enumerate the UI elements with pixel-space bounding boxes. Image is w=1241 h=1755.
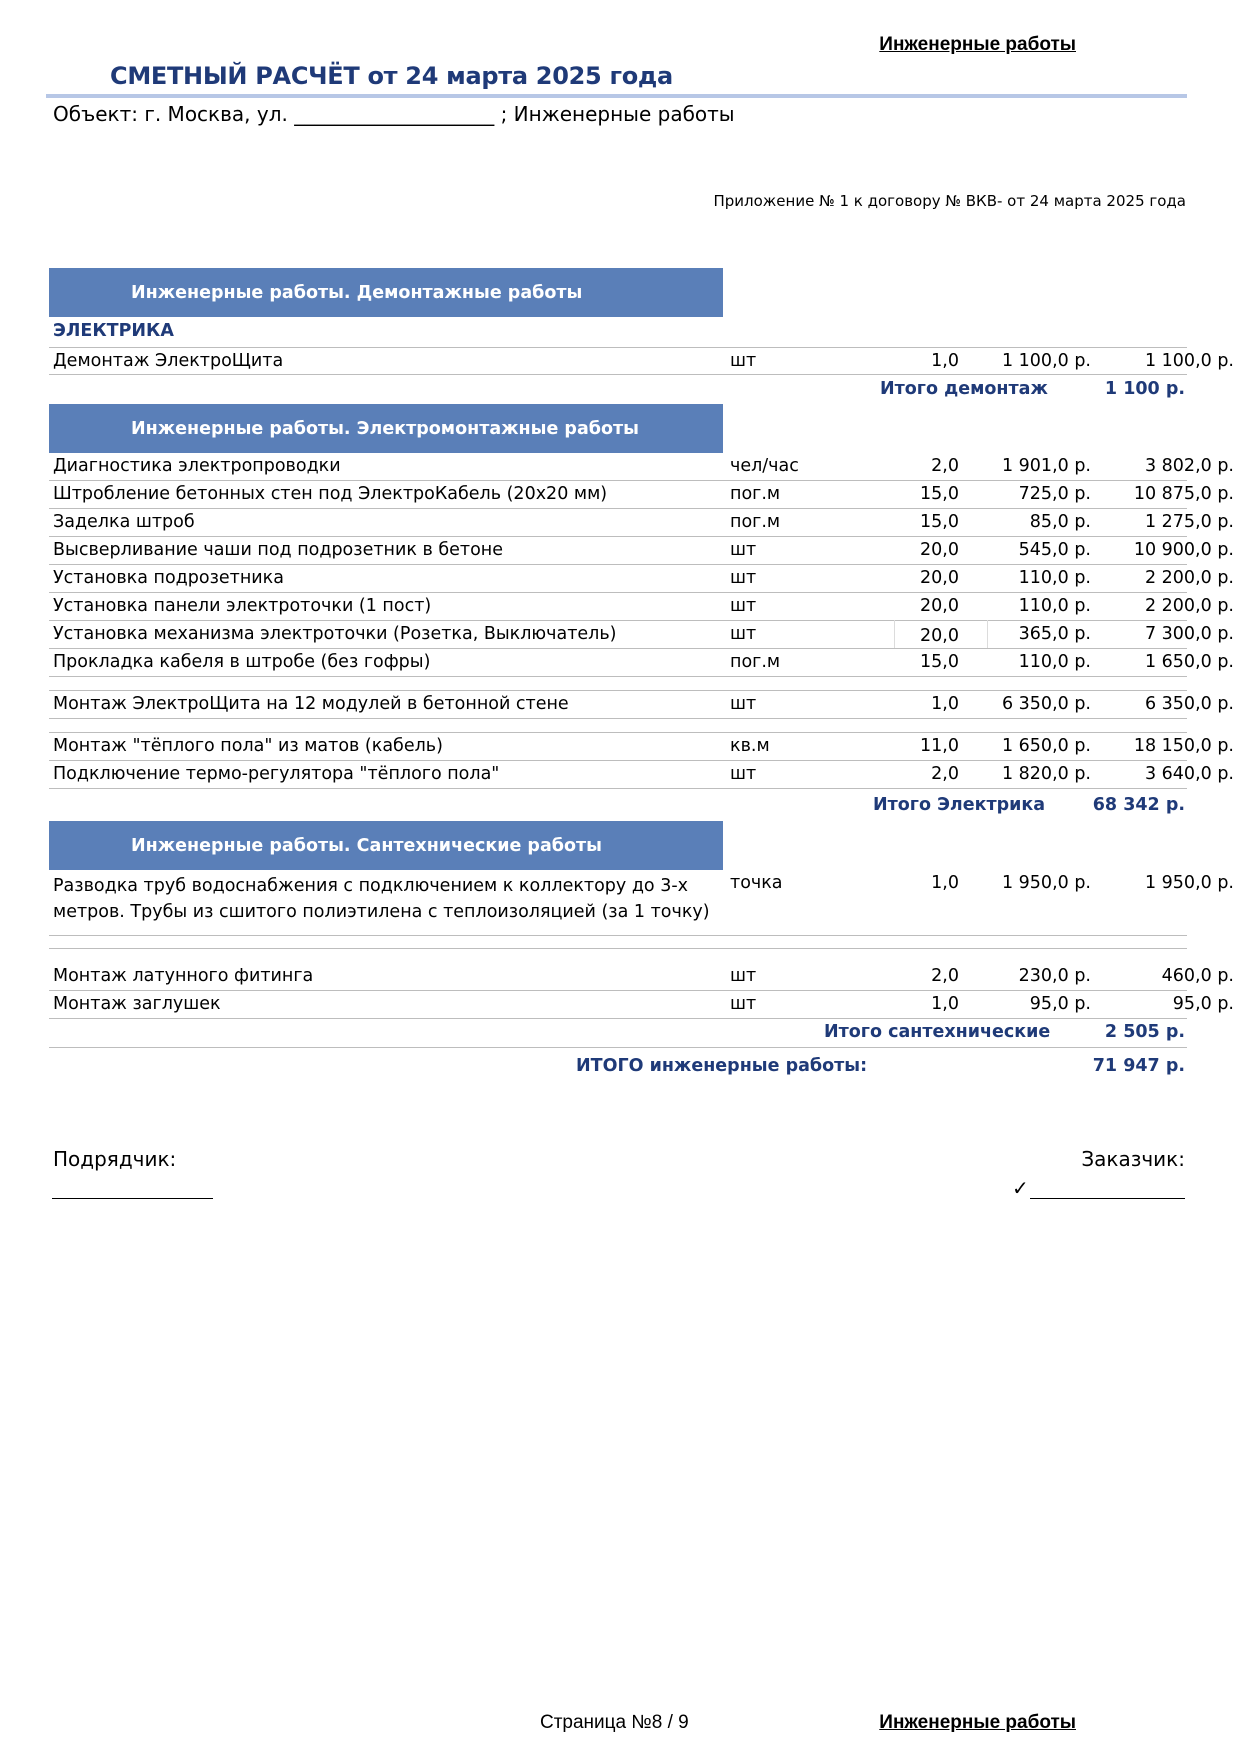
row-sum: 1 950,0 р. — [1144, 873, 1234, 893]
row-qty: 20,0 — [920, 626, 959, 646]
row-unit: кв.м — [730, 736, 770, 756]
check-icon: ✓ — [1012, 1176, 1029, 1200]
row-qty: 1,0 — [931, 694, 959, 714]
row-sum: 95,0 р. — [1172, 994, 1234, 1014]
row-name: Монтаж "тёплого пола" из матов (кабель) — [53, 736, 443, 756]
row-name: Монтаж заглушек — [53, 994, 221, 1014]
row-sum: 2 200,0 р. — [1144, 596, 1234, 616]
footer-section-label: Инженерные работы — [879, 1712, 1076, 1733]
row-name: Прокладка кабеля в штробе (без гофры) — [53, 652, 431, 672]
row-qty: 20,0 — [920, 596, 959, 616]
grand-total-label: ИТОГО инженерные работы: — [576, 1056, 868, 1076]
grand-total-value: 71 947 р. — [1092, 1056, 1185, 1076]
row-name: Высверливание чаши под подрозетник в бетоне — [53, 540, 504, 560]
row-unit: пог.м — [730, 652, 781, 672]
row-qty: 1,0 — [931, 873, 959, 893]
row-qty: 15,0 — [920, 484, 959, 504]
section-title: Инженерные работы. Электромонтажные работы — [131, 418, 639, 439]
title-divider — [46, 94, 1187, 98]
table-row — [49, 537, 1234, 565]
row-qty: 15,0 — [920, 512, 959, 532]
row-price: 725,0 р. — [1018, 484, 1091, 504]
row-name: Подключение термо-регулятора "тёплого пола" — [53, 764, 500, 784]
row-qty: 1,0 — [931, 994, 959, 1014]
row-divider — [49, 935, 1187, 949]
row-name: Демонтаж ЭлектроЩита — [53, 351, 284, 371]
row-sum: 7 300,0 р. — [1144, 624, 1234, 644]
row-unit: чел/час — [730, 456, 799, 476]
row-unit: шт — [730, 764, 757, 784]
row-name: Установка подрозетника — [53, 568, 284, 588]
page-number: Страница №8 / 9 — [540, 1712, 689, 1733]
row-unit: точка — [730, 873, 783, 893]
row-name: Заделка штроб — [53, 512, 195, 532]
table-row — [49, 347, 1234, 375]
category-electrical: ЭЛЕКТРИКА — [53, 321, 174, 341]
row-unit: шт — [730, 966, 757, 986]
row-name: Установка панели электроточки (1 пост) — [53, 596, 432, 616]
document-title: СМЕТНЫЙ РАСЧЁТ от 24 марта 2025 года — [110, 62, 673, 90]
section-header-electrical — [49, 404, 723, 453]
row-price: 1 100,0 р. — [1001, 351, 1091, 371]
table-row — [49, 870, 1234, 926]
row-price: 1 650,0 р. — [1001, 736, 1091, 756]
row-name-line1: Разводка труб водоснабжения с подключением к коллектору до 3-х — [53, 876, 689, 896]
row-price: 365,0 р. — [1018, 624, 1091, 644]
row-name — [53, 873, 710, 925]
row-price: 110,0 р. — [1018, 568, 1091, 588]
row-name: Монтаж ЭлектроЩита на 12 модулей в бетонной стене — [53, 694, 569, 714]
row-qty: 11,0 — [920, 736, 959, 756]
row-divider — [49, 1047, 1187, 1048]
row-price: 95,0 р. — [1029, 994, 1091, 1014]
row-price: 110,0 р. — [1018, 652, 1091, 672]
subtotal-label-plumbing: Итого сантехнические — [824, 1022, 1051, 1042]
row-unit: шт — [730, 624, 757, 644]
row-qty: 20,0 — [920, 540, 959, 560]
row-divider — [49, 677, 1187, 691]
table-row — [49, 509, 1234, 537]
row-qty: 15,0 — [920, 652, 959, 672]
customer-signature-line[interactable] — [1030, 1198, 1185, 1199]
row-divider — [49, 719, 1187, 733]
table-row — [49, 565, 1234, 593]
row-sum: 460,0 р. — [1161, 966, 1234, 986]
subtotal-value-demolition: 1 100 р. — [1104, 379, 1185, 399]
row-name: Монтаж латунного фитинга — [53, 966, 314, 986]
row-sum: 1 275,0 р. — [1144, 512, 1234, 532]
table-row — [49, 691, 1234, 719]
row-qty: 20,0 — [920, 568, 959, 588]
subtotal-label-demolition: Итого демонтаж — [880, 379, 1048, 399]
subtotal-value-electrical: 68 342 р. — [1092, 795, 1185, 815]
row-price: 1 901,0 р. — [1001, 456, 1091, 476]
row-name: Штробление бетонных стен под ЭлектроКабель (20х20 мм) — [53, 484, 608, 504]
table-row — [49, 991, 1234, 1019]
table-row — [49, 963, 1234, 991]
row-sum: 10 900,0 р. — [1133, 540, 1234, 560]
table-row — [49, 481, 1234, 509]
row-sum: 1 100,0 р. — [1144, 351, 1234, 371]
row-unit: шт — [730, 596, 757, 616]
table-row — [49, 453, 1234, 481]
table-row — [49, 761, 1234, 789]
row-unit: шт — [730, 568, 757, 588]
row-price: 230,0 р. — [1018, 966, 1091, 986]
header-section-label: Инженерные работы — [879, 34, 1076, 55]
row-price: 85,0 р. — [1029, 512, 1091, 532]
row-unit: шт — [730, 994, 757, 1014]
row-price: 110,0 р. — [1018, 596, 1091, 616]
row-qty: 2,0 — [931, 966, 959, 986]
row-name: Установка механизма электроточки (Розетка, Выключатель) — [53, 624, 617, 644]
appendix-reference: Приложение № 1 к договору № ВКВ- от 24 марта 2025 года — [713, 192, 1186, 210]
row-qty: 2,0 — [931, 764, 959, 784]
row-price: 1 950,0 р. — [1001, 873, 1091, 893]
row-sum: 3 802,0 р. — [1144, 456, 1234, 476]
subtotal-label-electrical: Итого Электрика — [873, 795, 1046, 815]
row-price: 6 350,0 р. — [1001, 694, 1091, 714]
table-row — [49, 621, 1234, 649]
row-name: Диагностика электропроводки — [53, 456, 341, 476]
row-price: 545,0 р. — [1018, 540, 1091, 560]
row-unit: пог.м — [730, 512, 781, 532]
table-row — [49, 733, 1234, 761]
row-unit: пог.м — [730, 484, 781, 504]
row-qty: 2,0 — [931, 456, 959, 476]
section-header-plumbing — [49, 821, 723, 870]
row-unit: шт — [730, 694, 757, 714]
row-sum: 10 875,0 р. — [1133, 484, 1234, 504]
section-header-demolition — [49, 268, 723, 317]
section-title: Инженерные работы. Демонтажные работы — [131, 282, 583, 303]
row-unit: шт — [730, 351, 757, 371]
section-title: Инженерные работы. Сантехнические работы — [131, 835, 602, 856]
row-sum: 1 650,0 р. — [1144, 652, 1234, 672]
contractor-signature-line[interactable] — [52, 1198, 213, 1199]
row-sum: 2 200,0 р. — [1144, 568, 1234, 588]
row-sum: 18 150,0 р. — [1133, 736, 1234, 756]
row-sum: 6 350,0 р. — [1144, 694, 1234, 714]
row-qty: 1,0 — [931, 351, 959, 371]
row-sum: 3 640,0 р. — [1144, 764, 1234, 784]
object-line: Объект: г. Москва, ул. ____________________ ; Инженерные работы — [53, 102, 735, 126]
subtotal-value-plumbing: 2 505 р. — [1104, 1022, 1185, 1042]
row-unit: шт — [730, 540, 757, 560]
table-row — [49, 593, 1234, 621]
table-row — [49, 649, 1234, 677]
row-price: 1 820,0 р. — [1001, 764, 1091, 784]
customer-label: Заказчик: — [1081, 1147, 1185, 1171]
row-name-line2: метров. Трубы из сшитого полиэтилена с теплоизоляцией (за 1 точку) — [53, 902, 710, 922]
contractor-label: Подрядчик: — [53, 1147, 177, 1171]
